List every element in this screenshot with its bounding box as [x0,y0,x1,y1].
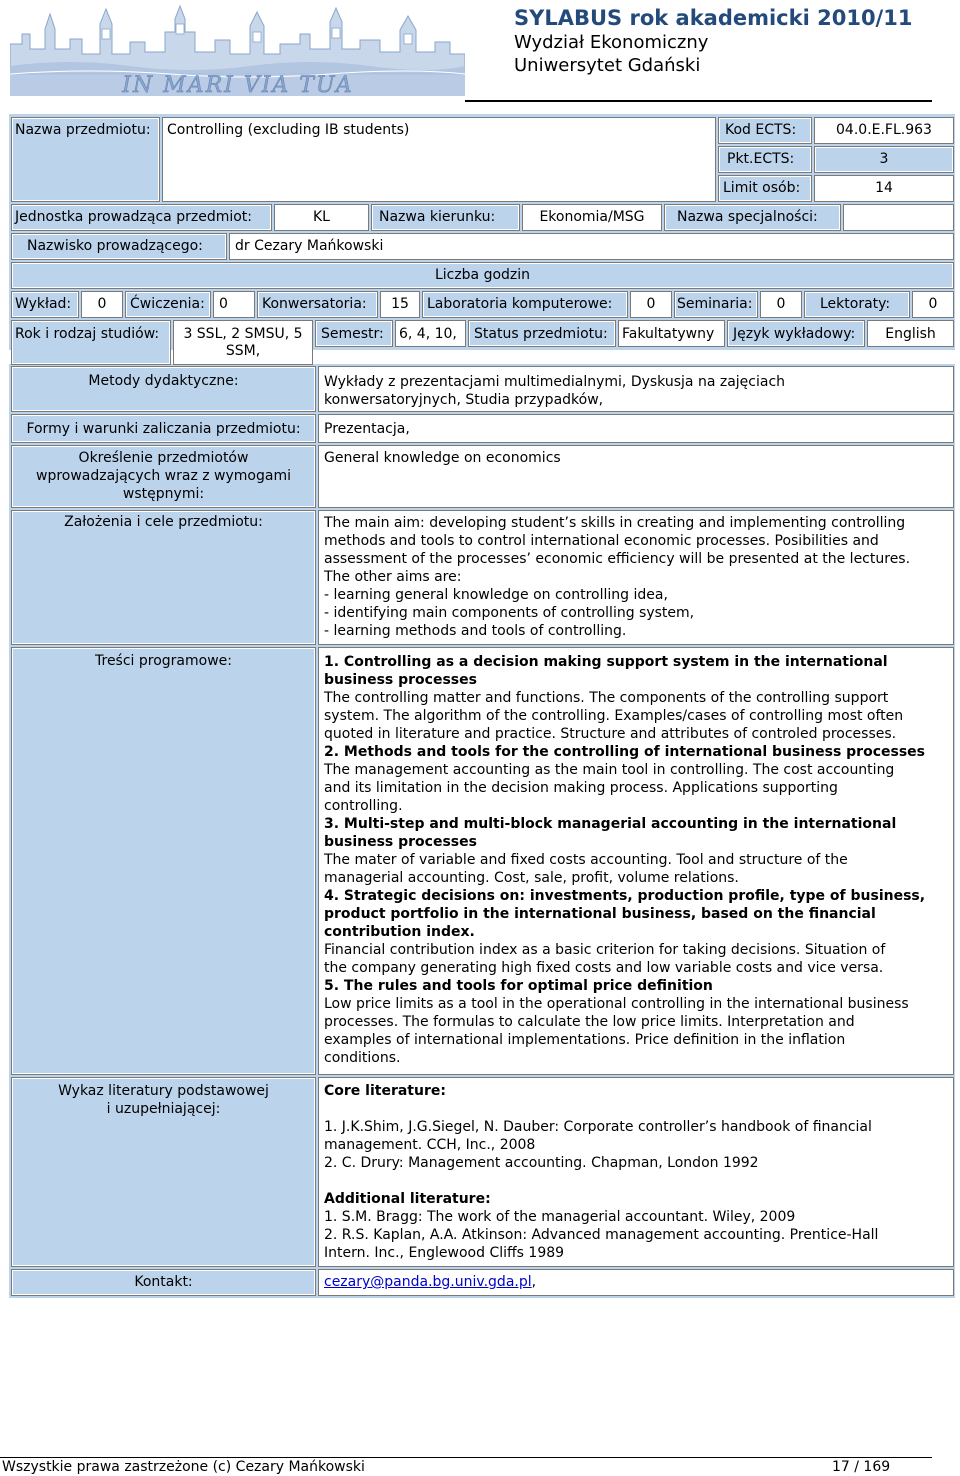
content-line: 2. Methods and tools for the controlling of international business processes [324,744,925,760]
exercise-hours-label: Ćwiczenia: [130,296,205,312]
core-literature-line: 2. C. Drury: Management accounting. Chapman, London 1992 [324,1155,759,1171]
footer-rule [0,1457,932,1458]
specialty-label: Nazwa specjalności: [677,209,818,225]
content-label-cell [11,647,316,1075]
limit-value: 14 [875,180,893,196]
language-value: English [885,326,936,342]
lab-hours-label: Laboratoria komputerowe: [427,296,613,312]
language-hours-label: Lektoraty: [820,296,891,312]
content-line: product portfolio in the international business, based on the financial [324,906,876,922]
lecture-hours-value: 0 [97,296,107,312]
content-line: 1. Controlling as a decision making support system in the international [324,654,888,670]
lab-hours-value: 0 [646,296,656,312]
field-value: Ekonomia/MSG [539,209,645,225]
banner-motto: IN MARI VIA TUA [122,73,354,96]
semester-value: 6, 4, 10, [399,326,457,342]
study-year-value: 3 SSL, 2 SMSU, 5 SSM, [183,326,303,359]
content-line: contribution index. [324,924,475,940]
core-literature-line: management. CCH, Inc., 2008 [324,1137,536,1153]
contact-label: Kontakt: [134,1274,193,1290]
footer-copyright: Wszystkie prawa zastrzeżone (c) Cezary Mańkowski [2,1459,365,1475]
content-line: managerial accounting. Cost, sale, profit, volume relations. [324,870,739,886]
header-banner [10,4,465,96]
contact-value [324,1274,536,1291]
specialty-value-cell [843,204,954,231]
content-line: business processes [324,672,477,688]
aims-line: - learning general knowledge on controlling idea, [324,587,668,603]
contact-email-link[interactable]: cezary@panda.bg.univ.gda.pl [324,1274,532,1290]
language-hours-value: 0 [928,296,938,312]
aims-label: Założenia i cele przedmiotu: [64,514,263,530]
conversatory-hours-label: Konwersatoria: [262,296,367,312]
lecture-hours-label: Wykład: [15,296,72,312]
additional-literature-line: 2. R.S. Kaplan, A.A. Atkinson: Advanced management accounting. Prentice-Hall [324,1227,879,1243]
methods-label: Metody dydaktyczne: [88,373,239,389]
lecturer-value: dr Cezary Mańkowski [235,238,384,254]
aims-line: methods and tools to control international economic processes. Posibilities and [324,533,879,549]
unit-value: KL [313,209,330,225]
additional-literature-line: Intern. Inc., Englewood Cliffs 1989 [324,1245,565,1261]
content-line: Low price limits as a tool in the operational controlling in the international business [324,996,909,1012]
ects-code-value: 04.0.E.FL.963 [836,122,932,138]
content-line: system. The algorithm of the controlling. Examples/cases of controlling most often [324,708,904,724]
conversatory-hours-value: 15 [391,296,409,312]
additional-literature-title: Additional literature: [324,1191,491,1207]
seminar-hours-label: Seminaria: [677,296,753,312]
hours-title: Liczba godzin [434,267,531,283]
seminar-hours-value: 0 [776,296,786,312]
ects-points-value: 3 [879,151,889,167]
content-line: 4. Strategic decisions on: investments, production profile, type of business, [324,888,926,904]
course-name-value: Controlling (excluding IB students) [167,122,410,138]
aims-line: The main aim: developing student’s skills in creating and implementing controlling [324,515,906,531]
footer-page-number: 17 / 169 [832,1459,891,1475]
unit-label: Jednostka prowadząca przedmiot: [15,209,253,225]
literature-label-line-2: i uzupełniającej: [106,1101,221,1117]
core-literature-line: 1. J.K.Shim, J.G.Siegel, N. Dauber: Corporate controller’s handbook of financial [324,1119,872,1135]
content-line: controlling. [324,798,403,814]
faculty-name: Wydział Ekonomiczny [514,32,709,53]
prereq-value: General knowledge on economics [324,450,561,466]
limit-label: Limit osób: [723,180,801,196]
forms-label: Formy i warunki zaliczania przedmiotu: [26,421,301,437]
additional-literature-line: 1. S.M. Bragg: The work of the managerial accountant. Wiley, 2009 [324,1209,796,1225]
ects-points-label: Pkt.ECTS: [727,151,795,167]
content-line: The controlling matter and functions. The components of the controlling support [324,690,889,706]
aims-line: - identifying main components of controlling system, [324,605,695,621]
ects-code-label: Kod ECTS: [725,122,797,138]
content-line: and its limitation in the decision making process. Applications supporting [324,780,838,796]
literature-label-line-1: Wykaz literatury podstawowej [58,1083,269,1099]
status-value: Fakultatywny [622,326,715,342]
gdansk-skyline-image [10,4,465,96]
document-title: SYLABUS rok akademicki 2010/11 [514,6,913,30]
status-label: Status przedmiotu: [474,326,608,342]
content-line: The mater of variable and fixed costs accounting. Tool and structure of the [324,852,848,868]
content-line: the company generating high fixed costs and low variable costs and vice versa. [324,960,884,976]
field-label: Nazwa kierunku: [379,209,496,225]
prereq-label: Określenie przedmiotów wprowadzających wraz z wymogami wstępnymi: [36,450,291,502]
language-label: Język wykładowy: [733,326,856,342]
methods-value: Wykłady z prezentacjami multimedialnymi, Dyskusja na zajęciach konwersatoryjnych, Studia przypadków, [324,374,786,408]
content-label: Treści programowe: [95,653,232,669]
content-line: business processes [324,834,477,850]
aims-line: - learning methods and tools of controlling. [324,623,627,639]
aims-line: assessment of the processes’ economic efficiency will be presented at the lectures. [324,551,911,567]
content-line: conditions. [324,1050,401,1066]
study-year-label: Rok i rodzaj studiów: [15,326,160,342]
content-line: quoted in literature and practice. Structure and attributes of controled processes. [324,726,897,742]
content-line: processes. The formulas to calculate the low price limits. Interpretation and [324,1014,855,1030]
header-rule [465,100,932,102]
semester-label: Semestr: [321,326,384,342]
content-line: examples of international implementations. Price definition in the inflation [324,1032,846,1048]
contact-suffix: , [531,1274,537,1290]
forms-value: Prezentacja, [324,421,410,437]
university-name: Uniwersytet Gdański [514,55,701,76]
content-line: The management accounting as the main tool in controlling. The cost accounting [324,762,895,778]
content-line: Financial contribution index as a basic criterion for taking decisions. Situation of [324,942,886,958]
content-line: 5. The rules and tools for optimal price definition [324,978,713,994]
forms-value-cell [318,414,954,443]
core-literature-title: Core literature: [324,1083,446,1099]
content-line: 3. Multi-step and multi-block managerial accounting in the international [324,816,897,832]
course-name-label: Nazwa przedmiotu: [15,122,151,138]
exercise-hours-value: 0 [219,296,228,312]
aims-line: The other aims are: [324,569,462,585]
lecturer-label: Nazwisko prowadzącego: [27,238,203,254]
